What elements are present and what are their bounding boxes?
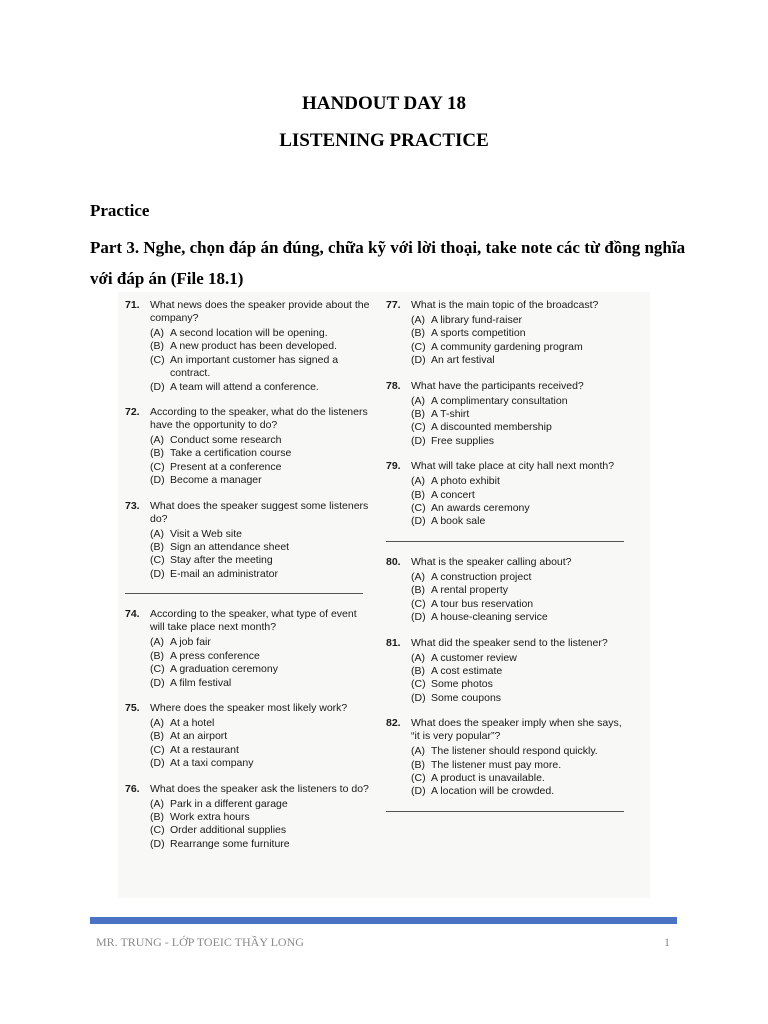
answer-option	[150, 650, 370, 663]
answer-option	[150, 528, 370, 541]
answer-option	[411, 314, 631, 327]
answer-option	[411, 584, 631, 597]
answer-option	[411, 772, 631, 785]
question-number: 72.	[125, 406, 140, 419]
part-instruction: Part 3. Nghe, chọn đáp án đúng, chữa kỹ với lời thoại, take note các từ đồng nghĩa với đáp án (File 18.1)	[90, 238, 686, 288]
answer-option	[150, 636, 370, 649]
option-text: A construction project	[431, 570, 532, 583]
answer-option	[150, 447, 370, 460]
option-letter: (B)	[150, 730, 164, 743]
question-number: 71.	[125, 299, 140, 311]
question-block	[125, 783, 370, 852]
option-text: Stay after the meeting	[170, 554, 273, 567]
option-text: Free supplies	[431, 434, 495, 447]
answer-option	[150, 554, 370, 567]
option-letter: (C)	[411, 502, 426, 515]
option-letter: (A)	[411, 651, 425, 664]
option-letter: (B)	[150, 649, 164, 662]
question-text: What does the speaker suggest some listeners do?	[150, 499, 369, 525]
option-text: An important customer has signed a contract.	[170, 353, 339, 380]
option-letter: (B)	[411, 664, 425, 677]
answer-option	[150, 798, 370, 811]
option-text: Work extra hours	[170, 810, 250, 823]
option-letter: (D)	[150, 676, 165, 689]
answer-option	[411, 598, 631, 611]
option-text: A cost estimate	[431, 664, 503, 677]
option-letter: (A)	[150, 527, 164, 540]
answer-option	[150, 744, 370, 757]
answer-option	[411, 785, 631, 798]
option-letter: (B)	[411, 488, 425, 501]
option-letter: (C)	[411, 421, 426, 434]
option-letter: (A)	[150, 636, 164, 649]
option-letter: (B)	[150, 541, 164, 554]
section-divider	[386, 541, 624, 542]
question-number: 75.	[125, 701, 140, 714]
answer-option	[150, 824, 370, 837]
question-text: What is the speaker calling about?	[411, 555, 572, 568]
answer-option	[411, 759, 631, 772]
option-letter: (B)	[150, 340, 164, 353]
question-number: 81.	[386, 636, 401, 649]
answer-option	[411, 515, 631, 528]
answer-option	[150, 677, 370, 690]
option-letter: (D)	[411, 785, 426, 798]
option-letter: (D)	[150, 757, 165, 770]
question-text: What will take place at city hall next month?	[411, 460, 615, 473]
answer-option	[411, 489, 631, 502]
option-text: A location will be crowded.	[431, 785, 555, 798]
option-text: A customer review	[431, 651, 517, 664]
option-letter: (C)	[150, 824, 165, 837]
question-block	[125, 702, 370, 771]
answer-option	[150, 730, 370, 743]
option-text: A house-cleaning service	[431, 611, 548, 624]
question-text: What does the speaker ask the listeners to do?	[150, 782, 369, 795]
option-text: At a hotel	[170, 716, 215, 729]
question-number: 77.	[386, 299, 401, 311]
option-letter: (A)	[411, 314, 425, 326]
answer-option	[411, 341, 631, 354]
question-block	[386, 717, 631, 799]
question-block	[386, 637, 631, 706]
option-letter: (D)	[411, 611, 426, 624]
answer-option	[150, 541, 370, 554]
option-letter: (D)	[411, 691, 426, 704]
option-letter: (B)	[150, 447, 164, 460]
section-divider	[386, 811, 624, 812]
answer-option	[411, 665, 631, 678]
option-text: Some photos	[431, 678, 493, 691]
option-text: The listener should respond quickly.	[431, 745, 598, 758]
answer-option	[411, 745, 631, 758]
footer-rule	[90, 917, 677, 924]
option-letter: (D)	[150, 474, 165, 487]
answer-option	[411, 408, 631, 421]
question-block	[125, 500, 370, 582]
option-letter: (A)	[150, 716, 164, 729]
answer-option	[150, 811, 370, 824]
option-text: A tour bus reservation	[431, 597, 534, 610]
option-text: E-mail an administrator	[170, 567, 278, 580]
option-letter: (C)	[411, 597, 426, 610]
question-text: What is the main topic of the broadcast?	[411, 299, 599, 311]
answer-option	[150, 757, 370, 770]
option-text: A graduation ceremony	[170, 663, 278, 676]
answer-option	[150, 717, 370, 730]
option-text: A discounted membership	[431, 421, 552, 434]
answer-option	[150, 327, 370, 340]
option-text: Rearrange some furniture	[170, 837, 290, 850]
section-divider	[125, 593, 363, 594]
option-letter: (D)	[150, 837, 165, 850]
option-text: Park in a different garage	[170, 797, 288, 810]
option-text: Present at a conference	[170, 460, 282, 473]
question-text: What news does the speaker provide about the company?	[150, 299, 370, 324]
option-text: A second location will be opening.	[170, 327, 328, 339]
question-block	[125, 406, 370, 488]
option-letter: (D)	[150, 567, 165, 580]
question-block	[386, 460, 631, 529]
answer-option	[411, 652, 631, 665]
option-letter: (C)	[150, 460, 165, 473]
answer-option	[150, 354, 370, 381]
handout-subtitle: LISTENING PRACTICE	[279, 130, 489, 151]
answer-option	[150, 568, 370, 581]
answer-option	[150, 340, 370, 353]
option-letter: (B)	[411, 584, 425, 597]
option-text: A rental property	[431, 584, 509, 597]
option-text: At a restaurant	[170, 743, 239, 756]
answer-option	[411, 678, 631, 691]
option-text: A sports competition	[431, 327, 526, 340]
answer-option	[411, 435, 631, 448]
option-letter: (A)	[411, 394, 425, 407]
question-number: 82.	[386, 717, 401, 730]
option-letter: (B)	[411, 408, 425, 421]
option-letter: (A)	[150, 434, 164, 447]
question-column-left	[125, 299, 370, 863]
option-letter: (D)	[411, 354, 426, 367]
option-letter: (A)	[411, 745, 425, 758]
option-text: A community gardening program	[431, 340, 583, 353]
answer-option	[150, 381, 370, 394]
option-letter: (C)	[411, 678, 426, 691]
option-text: A job fair	[170, 636, 211, 649]
option-text: An art festival	[431, 354, 495, 367]
question-text: What have the participants received?	[411, 379, 584, 392]
question-number: 78.	[386, 379, 401, 392]
answer-option	[150, 461, 370, 474]
answer-option	[150, 474, 370, 487]
handout-title: HANDOUT DAY 18	[302, 93, 466, 114]
question-block	[386, 299, 631, 368]
question-block	[386, 380, 631, 449]
question-block	[386, 556, 631, 625]
option-text: Order additional supplies	[170, 824, 287, 837]
question-text: What did the speaker send to the listener?	[411, 636, 608, 649]
option-text: A T-shirt	[431, 408, 470, 421]
answer-option	[411, 692, 631, 705]
question-text: According to the speaker, what do the listeners have the opportunity to do?	[150, 406, 368, 432]
option-text: A concert	[431, 488, 475, 501]
question-block	[125, 608, 370, 690]
option-letter: (D)	[411, 434, 426, 447]
option-letter: (A)	[150, 797, 164, 810]
question-number: 79.	[386, 460, 401, 473]
answer-option	[411, 571, 631, 584]
option-letter: (B)	[150, 810, 164, 823]
option-text: A complimentary consultation	[431, 394, 568, 407]
option-letter: (C)	[150, 663, 165, 676]
question-column-right	[386, 299, 631, 826]
option-letter: (C)	[150, 554, 165, 567]
question-number: 76.	[125, 782, 140, 795]
answer-option	[150, 838, 370, 851]
answer-option	[150, 434, 370, 447]
option-text: Become a manager	[170, 474, 262, 487]
answer-option	[411, 502, 631, 515]
question-number: 73.	[125, 499, 140, 512]
option-letter: (C)	[411, 771, 426, 784]
option-letter: (D)	[411, 515, 426, 528]
option-text: A photo exhibit	[431, 475, 500, 488]
footer-author: MR. TRUNG - LỚP TOEIC THẦY LONG	[96, 935, 304, 949]
answer-option	[150, 663, 370, 676]
option-letter: (C)	[150, 353, 165, 366]
question-text: According to the speaker, what type of event will take place next month?	[150, 608, 357, 634]
option-text: A book sale	[431, 515, 486, 528]
option-letter: (A)	[150, 327, 164, 339]
option-letter: (C)	[150, 743, 165, 756]
option-text: Take a certification course	[170, 447, 292, 460]
answer-option	[411, 327, 631, 340]
question-text: Where does the speaker most likely work?	[150, 701, 348, 714]
answer-option	[411, 421, 631, 434]
option-text: An awards ceremony	[431, 502, 530, 515]
question-number: 80.	[386, 555, 401, 568]
question-number: 74.	[125, 608, 140, 621]
option-letter: (B)	[411, 758, 425, 771]
option-letter: (D)	[150, 380, 165, 393]
page-number: 1	[664, 935, 670, 949]
option-text: A product is unavailable.	[431, 771, 545, 784]
option-text: Sign an attendance sheet	[170, 541, 290, 554]
section-heading: Practice	[90, 201, 150, 220]
question-sheet	[118, 292, 650, 898]
option-text: At an airport	[170, 730, 228, 743]
answer-option	[411, 475, 631, 488]
option-text: A library fund-raiser	[431, 314, 523, 326]
question-block	[125, 299, 370, 394]
option-letter: (C)	[411, 340, 426, 353]
option-text: At a taxi company	[170, 757, 254, 770]
answer-option	[411, 354, 631, 367]
option-text: Some coupons	[431, 691, 502, 704]
option-letter: (A)	[411, 570, 425, 583]
option-text: A new product has been developed.	[170, 340, 337, 353]
option-text: A press conference	[170, 649, 260, 662]
answer-option	[411, 611, 631, 624]
option-text: Conduct some research	[170, 434, 282, 447]
question-text: What does the speaker imply when she says, “it is very popular”?	[411, 717, 622, 743]
option-text: The listener must pay more.	[431, 758, 562, 771]
option-text: Visit a Web site	[170, 527, 242, 540]
option-text: A team will attend a conference.	[170, 380, 319, 393]
option-letter: (B)	[411, 327, 425, 340]
option-letter: (A)	[411, 475, 425, 488]
answer-option	[411, 395, 631, 408]
option-text: A film festival	[170, 676, 232, 689]
